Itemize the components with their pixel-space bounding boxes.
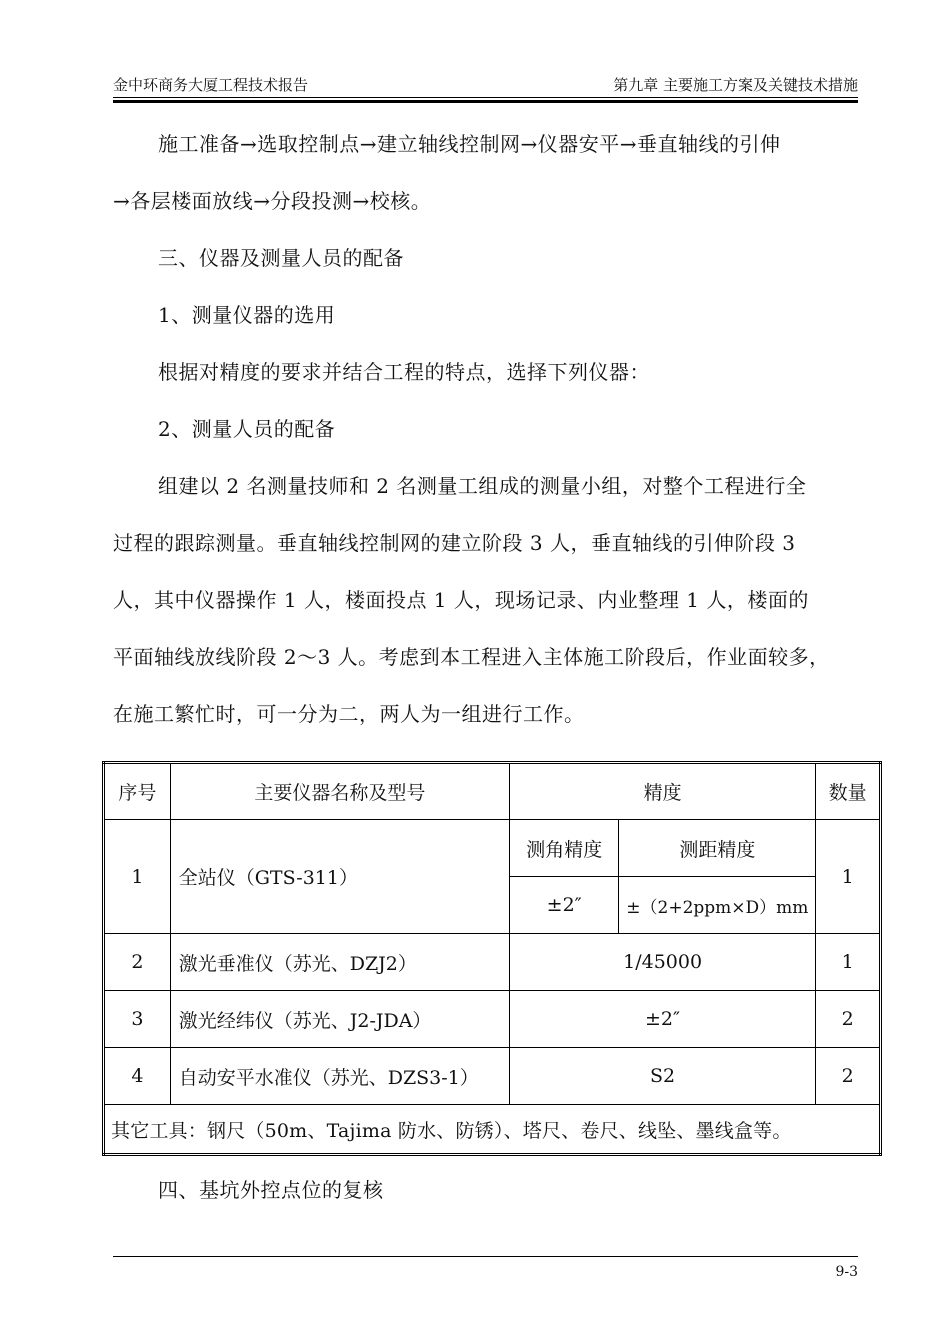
table-row [104, 934, 881, 991]
row-no: 3 [104, 991, 171, 1048]
row-name: 自动安平水准仪（苏光、DZS3-1） [170, 1048, 509, 1105]
row-name: 全站仪（GTS-311） [170, 820, 509, 934]
row-qty: 2 [816, 991, 881, 1048]
section-3-title: 三、仪器及测量人员的配备 [158, 246, 404, 270]
section-4-title: 四、基坑外控点位的复核 [158, 1178, 384, 1202]
row-no: 1 [104, 820, 171, 934]
row-distance-precision: ±（2+2ppm×D）mm [619, 877, 816, 934]
header-qty: 数量 [816, 763, 881, 820]
row-qty: 2 [816, 1048, 881, 1105]
subsection-1-title: 1、测量仪器的选用 [158, 303, 336, 327]
header-precision: 精度 [509, 763, 815, 820]
subheader-angle: 测角精度 [509, 820, 619, 877]
table-row [104, 820, 881, 877]
subheader-distance: 测距精度 [619, 820, 816, 877]
header-rule-thick [113, 100, 858, 103]
staff-paragraph-line-4: 平面轴线放线阶段 2～3 人。考虑到本工程进入主体施工阶段后，作业面较多， [113, 645, 830, 669]
subsection-2-title: 2、测量人员的配备 [158, 417, 336, 441]
row-qty: 1 [816, 934, 881, 991]
other-tools-note: 其它工具：钢尺（50m、Tajima 防水、防锈）、塔尺、卷尺、线坠、墨线盒等。 [104, 1105, 881, 1155]
header-rule [113, 97, 858, 98]
table-header-row [104, 763, 881, 820]
row-no: 4 [104, 1048, 171, 1105]
header-report-title: 金中环商务大厦工程技术报告 [113, 76, 309, 94]
table-row [104, 1048, 881, 1105]
staff-paragraph-line-1: 组建以 2 名测量技师和 2 名测量工组成的测量小组，对整个工程进行全 [158, 474, 807, 498]
row-angle-precision: ±2″ [509, 877, 619, 934]
footer-rule [113, 1256, 858, 1257]
subsection-1-text: 根据对精度的要求并结合工程的特点，选择下列仪器： [158, 360, 650, 384]
row-no: 2 [104, 934, 171, 991]
instrument-table [102, 761, 882, 1156]
row-qty: 1 [816, 820, 881, 934]
row-name: 激光经纬仪（苏光、J2-JDA） [170, 991, 509, 1048]
row-name: 激光垂准仪（苏光、DZJ2） [170, 934, 509, 991]
flow-line-1: 施工准备→选取控制点→建立轴线控制网→仪器安平→垂直轴线的引伸 [158, 132, 781, 156]
table-note-row [104, 1105, 881, 1155]
staff-paragraph-line-2: 过程的跟踪测量。垂直轴线控制网的建立阶段 3 人，垂直轴线的引伸阶段 3 [113, 531, 796, 555]
flow-line-2: →各层楼面放线→分段投测→校核。 [113, 189, 432, 213]
staff-paragraph-line-3: 人，其中仪器操作 1 人，楼面投点 1 人，现场记录、内业整理 1 人，楼面的 [113, 588, 809, 612]
header-name: 主要仪器名称及型号 [170, 763, 509, 820]
staff-paragraph-line-5: 在施工繁忙时，可一分为二，两人为一组进行工作。 [113, 702, 585, 726]
page-number: 9-3 [835, 1264, 858, 1280]
header-chapter-title: 第九章 主要施工方案及关键技术措施 [613, 76, 858, 94]
row-precision: 1/45000 [509, 934, 815, 991]
row-precision: S2 [509, 1048, 815, 1105]
row-precision: ±2″ [509, 991, 815, 1048]
table-row [104, 991, 881, 1048]
header-no: 序号 [104, 763, 171, 820]
